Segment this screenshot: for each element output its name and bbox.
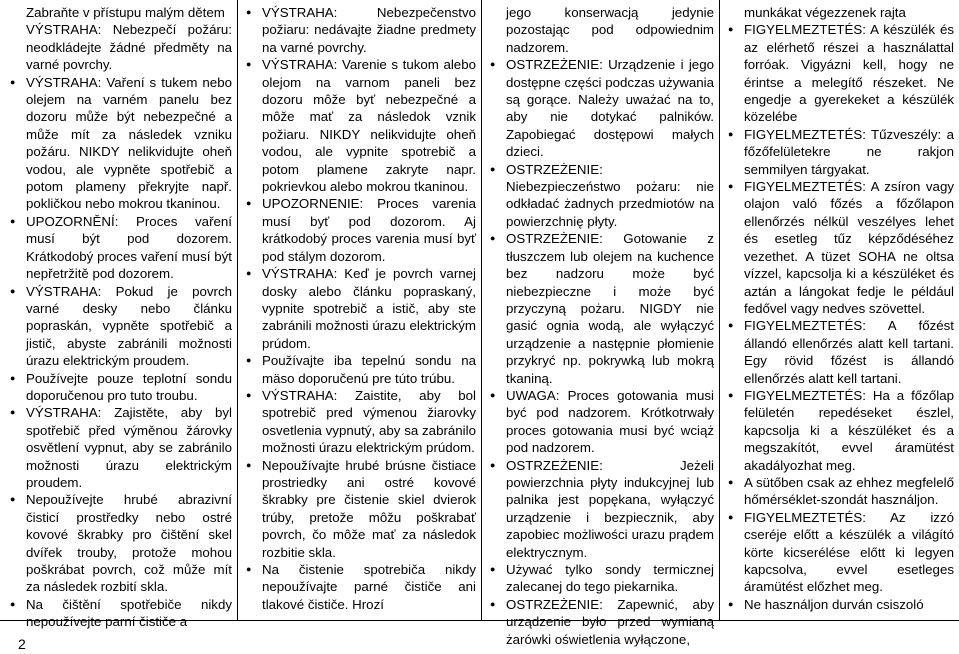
bullet-paragraph: ● VÝSTRAHA: Keď je povrch varnej dosky alebo článku popraskaný, vypnite spotrebič a istič, aby ste zabránili možnosti úrazu elektrickým prúdom. bbox=[262, 265, 476, 352]
bullet-paragraph: ● FIGYELMEZTETÉS: Tűzveszély: a főzőfelületekre ne rakjon semmilyen tárgyakat. bbox=[744, 126, 954, 178]
bullet-paragraph: ● FIGYELMEZTETÉS: A készülék és az elérhető részei a használattal forróak. Vigyázni kell, hogy ne érintse a melegítő részeket. Ne engedje a gyerekeket a készülék közelébe bbox=[744, 21, 954, 125]
bullet-paragraph: ● Używać tylko sondy termicznej zalecanej do tego piekarnika. bbox=[506, 561, 714, 596]
bullet-paragraph: ● VÝSTRAHA: Vaření s tukem nebo olejem na varném panelu bez dozoru může být nebezpečné a může mít za následek vzniku požáru. NIKDY nelikvidujte oheň vodou, ale vypněte spotřebič a potom plameny překryjte např. pokličkou nebo mokrou tkaninou. bbox=[26, 74, 232, 213]
paragraph: VÝSTRAHA: Nebezpečí požáru: neodkládejte žádné předměty na varné povrchy. bbox=[26, 22, 232, 73]
bullet-paragraph: ● Na čistenie spotrebiča nikdy nepoužívajte parné čističe ani tlakové čističe. Hrozí bbox=[262, 561, 476, 613]
bullet-paragraph: ● UWAGA: Proces gotowania musi być pod nadzorem. Krótkotrwały proces gotowania musi być wciąż pod nadzorem. bbox=[506, 387, 714, 457]
bullet-paragraph: ● FIGYELMEZTETÉS: Az izzó cseréje előtt a készülék a világító körte kicserélése előtt ki legyen kapcsolva, evvel esetleges áramütést előzhet meg. bbox=[744, 509, 954, 596]
bullet-paragraph: ● FIGYELMEZTETÉS: A zsíron vagy olajon való főzés a főzőlapon ellenőrzés nélkül veszélyes lehet és esetleg tűz képződéséhez vezethet. A tüzet SOHA ne oltsa vízzel, kapcsolja ki a készüléket és aztán a lángokat fedje le például fedővel vagy nedves szövettel. bbox=[744, 178, 954, 317]
paragraph: Zabraňte v přístupu malým dětem bbox=[26, 5, 225, 20]
bullet-paragraph: ● VÝSTRAHA: Pokud je povrch varné desky nebo článku popraskán, vypněte spotřebič a jistič, abyste zabránili možnosti úrazu elektrickým proudem. bbox=[26, 283, 232, 370]
bullet-paragraph: ● VÝSTRAHA: Varenie s tukom alebo olejom na varnom paneli bez dozoru môže byť nebezpečné a môže mať za následok vznik požiaru. NIKDY nelikvidujte oheň vodou, ale vypnite spotrebič a potom plamene zakryte napr. pokrievkou alebo mokrou tkaninou. bbox=[262, 56, 476, 195]
bullet-paragraph: ● Používejte pouze teplotní sondu doporučenou pro tuto troubu. bbox=[26, 370, 232, 405]
bullet-paragraph: ● FIGYELMEZTETÉS: Ha a főzőlap felületén repedéseket észlel, kapcsolja ki a készüléket és a megszakítót, evvel áramütést akadályozhat meg. bbox=[744, 387, 954, 474]
bullet-paragraph: ● Používajte iba tepelnú sondu na mäso doporučenú pre túto trúbu. bbox=[262, 352, 476, 387]
column-hungarian bbox=[720, 0, 959, 620]
bullet-paragraph: ● Na čištění spotřebiče nikdy nepoužívejte parní čističe a bbox=[26, 596, 232, 631]
bullet-paragraph: ● VÝSTRAHA: Zaistite, aby bol spotrebič pred výmenou žiarovky osvetlenia vypnutý, aby sa zabránilo možnosti úrazu elektrickým prúdom. bbox=[262, 387, 476, 457]
bullet-paragraph: ● Nepoužívajte hrubé brúsne čistiace prostriedky ani ostré kovové škrabky pre čistenie skiel dvierok trúby, pretože môžu poškrabať povrch, čo môže mať za následok rozbitie skla. bbox=[262, 457, 476, 561]
bullet-paragraph: ● OSTRZEŻENIE: Jeżeli powierzchnia płyty indukcyjnej lub palnika jest popękana, wyłączyć urządzenie i bezpiecznik, aby zapobiec możliwości urazu prądem elektrycznym. bbox=[506, 457, 714, 561]
column-czech bbox=[0, 0, 238, 630]
bullet-paragraph: ● Ne használjon durván csiszoló bbox=[744, 596, 954, 613]
bullet-paragraph: ● OSTRZEŻENIE: Niebezpieczeństwo pożaru: nie odkładać żadnych przedmiotów na powierzchnię płyty. bbox=[506, 161, 714, 231]
bullet-paragraph: ● VÝSTRAHA: Nebezpečenstvo požiaru: nedávajte žiadne predmety na varné povrchy. bbox=[262, 4, 476, 56]
paragraph: jego konserwacją jedynie pozostając pod odpowiednim nadzorem. bbox=[506, 5, 714, 55]
bullet-paragraph: ● UPOZORNENIE: Proces varenia musí byť pod dozorom. Aj krátkodobý proces varenia musí byť pod stálym dozorom. bbox=[262, 195, 476, 265]
bullet-paragraph: ● VÝSTRAHA: Zajistěte, aby byl spotřebič před výměnou žárovky osvětlení vypnut, aby se zabránilo možnosti úrazu elektrickým proudem. bbox=[26, 404, 232, 491]
page-number: 2 bbox=[18, 636, 26, 652]
bullet-paragraph: ● FIGYELMEZTETÉS: A főzést állandó ellenőrzés alatt kell tartani. Egy rövid főzést is állandó ellenőrzés alatt kell tartani. bbox=[744, 317, 954, 387]
column-polish bbox=[482, 0, 720, 647]
bullet-paragraph: ● UPOZORNĚNÍ: Proces vaření musí být pod dozorem. Krátkodobý proces vaření musí být nepřetržitě pod dozorem. bbox=[26, 213, 232, 283]
column-slovak bbox=[238, 0, 482, 620]
bullet-paragraph: ● OSTRZEŻENIE: Urządzenie i jego dostępne części podczas używania są gorące. Należy uważać na to, aby nie dotykać palników. Zapobiegać dostępowi małych dzieci. bbox=[506, 56, 714, 160]
bullet-paragraph: ● A sütőben csak az ehhez megfelelő hőmérséklet-szondát használjon. bbox=[744, 474, 954, 509]
bullet-paragraph: ● Nepoužívejte hrubé abrazivní čisticí prostředky nebo ostré kovové škrabky pro čištění skel dvířek trouby, protože mohou poškrábat povrch, což může mít za následek rozbití skla. bbox=[26, 491, 232, 595]
paragraph: munkákat végezzenek rajta bbox=[744, 5, 906, 20]
bullet-paragraph: ● OSTRZEŻENIE: Zapewnić, aby urządzenie było przed wymianą żarówki oświetlenia wyłączone, bbox=[506, 596, 714, 648]
bullet-paragraph: ● OSTRZEŻENIE: Gotowanie z tłuszczem lub olejem na kuchence bez nadzoru może być niebezpieczne i może być przyczyną pożaru. NIGDY nie gasić ognia wodą, ale wyłączyć urządzenie a następnie płomienie przykryć np. pokrywką lub mokrą tkaniną. bbox=[506, 230, 714, 387]
